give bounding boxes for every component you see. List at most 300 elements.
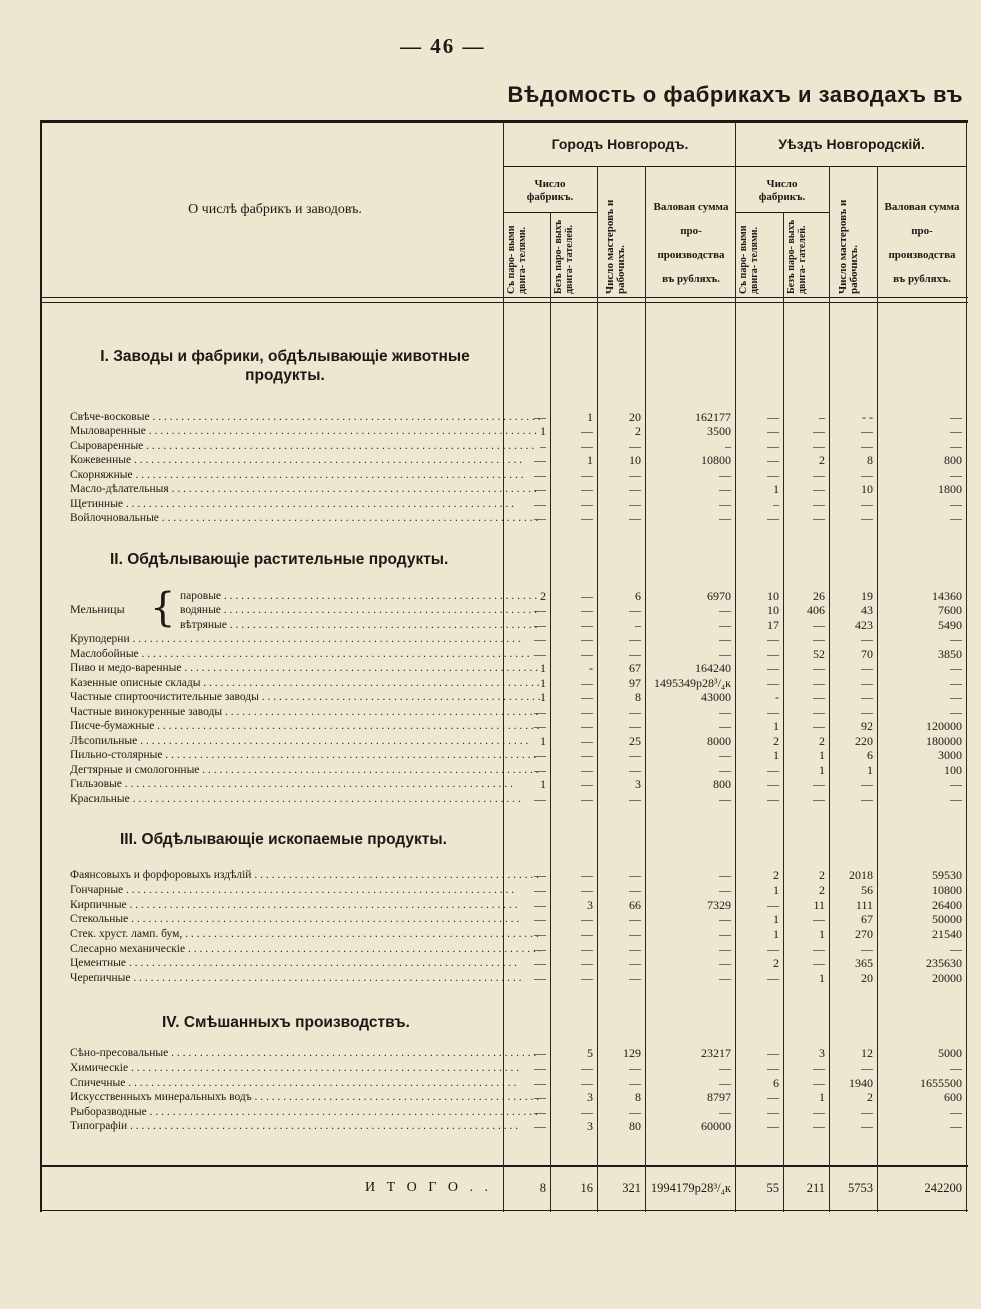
table-row bbox=[40, 956, 968, 970]
row-label: Гильзовые . . . bbox=[70, 777, 540, 791]
cell-col-8: — bbox=[950, 468, 962, 482]
cell-col-1: — bbox=[534, 1105, 546, 1119]
cell-col-5: — bbox=[767, 942, 779, 956]
cell-col-7: 111 bbox=[855, 898, 873, 912]
cell-col-6: — bbox=[813, 912, 825, 926]
cell-col-7: — bbox=[861, 632, 873, 646]
row-label: Частные винокуренные заводы . . . bbox=[70, 705, 540, 719]
cell-col-8: 5490 bbox=[938, 618, 962, 632]
cell-col-8: — bbox=[950, 424, 962, 438]
cell-col-4: — bbox=[719, 868, 731, 882]
row-label: Мыловаренные . . . bbox=[70, 424, 540, 438]
cell-col-2: — bbox=[581, 792, 593, 806]
cell-col-1: 1 bbox=[540, 734, 546, 748]
cell-col-2: — bbox=[581, 763, 593, 777]
cell-col-8: — bbox=[950, 511, 962, 525]
cell-col-7: 1940 bbox=[849, 1076, 873, 1090]
brace-symbol: { bbox=[150, 585, 176, 631]
table-row bbox=[40, 632, 968, 646]
cell-col-5: 2 bbox=[773, 868, 779, 882]
section-title-3: III. Обдѣлывающіе ископаемые продукты. bbox=[120, 831, 447, 848]
cell-col-6: — bbox=[813, 632, 825, 646]
table-row bbox=[40, 763, 968, 777]
cell-col-2: — bbox=[581, 912, 593, 926]
cell-col-5: — bbox=[767, 410, 779, 424]
table-row bbox=[40, 497, 968, 511]
cell-col-3: — bbox=[629, 1105, 641, 1119]
cell-col-4: 162177 bbox=[695, 410, 731, 424]
cell-col-3: 8 bbox=[635, 690, 641, 704]
table-row bbox=[40, 792, 968, 806]
cell-col-5: — bbox=[767, 971, 779, 985]
cell-col-8: 10800 bbox=[932, 883, 962, 897]
cell-col-7: — bbox=[861, 439, 873, 453]
row-label: вѣтряные . . . bbox=[180, 618, 540, 632]
cell-col-1: — bbox=[534, 647, 546, 661]
cell-col-7: — bbox=[861, 792, 873, 806]
cell-col-5: 1 bbox=[773, 927, 779, 941]
table-row bbox=[40, 661, 968, 675]
row-label: Стекольные . . . bbox=[70, 912, 540, 926]
cell-col-8: 21540 bbox=[932, 927, 962, 941]
table-row bbox=[40, 603, 968, 617]
cell-col-2: — bbox=[581, 971, 593, 985]
cell-col-3: — bbox=[629, 942, 641, 956]
cell-col-2: 3 bbox=[587, 1090, 593, 1104]
cell-col-8: 180000 bbox=[926, 734, 962, 748]
cell-col-2: — bbox=[581, 632, 593, 646]
cell-col-7: — bbox=[861, 511, 873, 525]
cell-col-3: — bbox=[629, 439, 641, 453]
cell-col-2: 3 bbox=[587, 898, 593, 912]
table-row bbox=[40, 647, 968, 661]
cell-col-2: — bbox=[581, 734, 593, 748]
row-label: Кирпичные . . . bbox=[70, 898, 540, 912]
cell-col-1: — bbox=[534, 792, 546, 806]
cell-col-4: 6970 bbox=[707, 589, 731, 603]
cell-col-4: — bbox=[719, 647, 731, 661]
cell-col-8: 50000 bbox=[932, 912, 962, 926]
cell-col-8: — bbox=[950, 676, 962, 690]
factory-count-header: Число фабрикъ. bbox=[526, 178, 574, 203]
row-label: Пильно-столярные . . . bbox=[70, 748, 540, 762]
workers-header-district: Число мастеровъ и рабочихъ. bbox=[837, 199, 860, 294]
cell-col-8: 242200 bbox=[924, 1181, 962, 1195]
cell-col-3: 2 bbox=[635, 424, 641, 438]
table-row bbox=[40, 868, 968, 882]
cell-col-2: — bbox=[581, 468, 593, 482]
cell-col-6: – bbox=[819, 410, 825, 424]
cell-col-6: — bbox=[813, 468, 825, 482]
cell-col-8: 1800 bbox=[938, 482, 962, 496]
cell-col-1: — bbox=[534, 868, 546, 882]
cell-col-4: 60000 bbox=[701, 1119, 731, 1133]
without-steam-header-district: Безъ паро- выхъ двига- гателей. bbox=[786, 219, 808, 294]
with-steam-header: Съ паро- выми двига- телями. bbox=[506, 225, 528, 294]
cell-col-5: — bbox=[767, 511, 779, 525]
cell-col-1: — bbox=[534, 618, 546, 632]
cell-col-3: — bbox=[629, 748, 641, 762]
cell-col-2: - bbox=[589, 661, 593, 675]
cell-col-7: 5753 bbox=[848, 1181, 873, 1195]
section-title-1: I. Заводы и фабрики, обдѣлывающіе животные продукты. bbox=[100, 348, 470, 384]
cell-col-1: — bbox=[534, 971, 546, 985]
row-label: Масло-дѣлательныя . . . bbox=[70, 482, 540, 496]
workers-header: Число мастеровъ и рабочихъ. bbox=[604, 199, 627, 294]
cell-col-8: 3000 bbox=[938, 748, 962, 762]
subgroup-rule-district bbox=[735, 212, 829, 213]
cell-col-6: 1 bbox=[819, 971, 825, 985]
cell-col-4: — bbox=[719, 632, 731, 646]
cell-col-4: — bbox=[719, 927, 731, 941]
cell-col-1: — bbox=[534, 898, 546, 912]
cell-col-2: — bbox=[581, 511, 593, 525]
cell-col-4: — bbox=[719, 1076, 731, 1090]
row-label: Искусственныхъ минеральныхъ водъ . . . bbox=[70, 1090, 540, 1104]
cell-col-8: 800 bbox=[944, 453, 962, 467]
cell-col-7: — bbox=[861, 942, 873, 956]
cell-col-7: 56 bbox=[861, 883, 873, 897]
cell-col-3: — bbox=[629, 482, 641, 496]
cell-col-5: 1 bbox=[773, 748, 779, 762]
cell-col-5: 1 bbox=[773, 912, 779, 926]
cell-col-3: 321 bbox=[622, 1181, 641, 1195]
cell-col-4: 7329 bbox=[707, 898, 731, 912]
cell-col-7: 365 bbox=[855, 956, 873, 970]
cell-col-8: 1655500 bbox=[920, 1076, 962, 1090]
cell-col-3: — bbox=[629, 792, 641, 806]
cell-col-2: — bbox=[581, 497, 593, 511]
table-row bbox=[40, 971, 968, 985]
cell-col-2: 1 bbox=[587, 410, 593, 424]
cell-col-1: — bbox=[534, 748, 546, 762]
cell-col-6: — bbox=[813, 1119, 825, 1133]
cell-col-3: — bbox=[629, 719, 641, 733]
cell-col-3: — bbox=[629, 603, 641, 617]
table-row bbox=[40, 690, 968, 704]
cell-col-3: 10 bbox=[629, 453, 641, 467]
row-label: Щетинные . . . bbox=[70, 497, 540, 511]
cell-col-7: 423 bbox=[855, 618, 873, 632]
cell-col-2: — bbox=[581, 589, 593, 603]
cell-col-5: - bbox=[775, 690, 779, 704]
cell-col-1: — bbox=[534, 511, 546, 525]
cell-col-2: 16 bbox=[580, 1181, 593, 1195]
row-label: Рыбоpазводные . . . bbox=[70, 1105, 540, 1119]
cell-col-3: — bbox=[629, 956, 641, 970]
cell-col-2: — bbox=[581, 1061, 593, 1075]
cell-col-7: — bbox=[861, 1061, 873, 1075]
cell-col-6: 1 bbox=[819, 927, 825, 941]
table-row bbox=[40, 511, 968, 525]
cell-col-6: — bbox=[813, 482, 825, 496]
cell-col-7: — bbox=[861, 661, 873, 675]
table-row bbox=[40, 618, 968, 632]
cell-col-5: — bbox=[767, 439, 779, 453]
cell-col-5: — bbox=[767, 453, 779, 467]
cell-col-4: — bbox=[719, 719, 731, 733]
cell-col-8: 120000 bbox=[926, 719, 962, 733]
cell-col-6: — bbox=[813, 705, 825, 719]
cell-col-3: 129 bbox=[623, 1046, 641, 1060]
cell-col-1: 8 bbox=[539, 1181, 546, 1195]
cell-col-6: — bbox=[813, 439, 825, 453]
cell-col-3: — bbox=[629, 883, 641, 897]
cell-col-6: — bbox=[813, 1061, 825, 1075]
cell-col-7: — bbox=[861, 1105, 873, 1119]
cell-col-1: — bbox=[534, 883, 546, 897]
cell-col-5: — bbox=[767, 1105, 779, 1119]
cell-col-1: — bbox=[534, 763, 546, 777]
cell-col-7: 20 bbox=[861, 971, 873, 985]
cell-col-6: — bbox=[813, 618, 825, 632]
cell-col-7: 2018 bbox=[849, 868, 873, 882]
city-header: Городъ Новгородъ. bbox=[551, 136, 689, 152]
cell-col-7: 70 bbox=[861, 647, 873, 661]
cell-col-6: 3 bbox=[819, 1046, 825, 1060]
cell-col-5: — bbox=[767, 676, 779, 690]
cell-col-1: 2 bbox=[540, 589, 546, 603]
cell-col-8: 5000 bbox=[938, 1046, 962, 1060]
section-title-2: II. Обдѣлывающіе растительные продукты. bbox=[110, 551, 449, 568]
cell-col-3: — bbox=[629, 1061, 641, 1075]
cell-col-2: 5 bbox=[587, 1046, 593, 1060]
cell-col-3: 8 bbox=[635, 1090, 641, 1104]
without-steam-header: Безъ паро- выхъ двига- тателей. bbox=[553, 219, 575, 294]
cell-col-8: — bbox=[950, 661, 962, 675]
row-label: водяные . . . bbox=[180, 603, 540, 617]
cell-col-5: 6 bbox=[773, 1076, 779, 1090]
cell-col-7: 92 bbox=[861, 719, 873, 733]
row-label: Стек. хруст. ламп. бум, . . . bbox=[70, 927, 540, 941]
cell-col-4: 1994179р28³/₄к bbox=[650, 1181, 731, 1195]
cell-col-3: 80 bbox=[629, 1119, 641, 1133]
cell-col-1: — bbox=[534, 632, 546, 646]
row-label: Химическіе . . . bbox=[70, 1061, 540, 1075]
cell-col-8: — bbox=[950, 690, 962, 704]
cell-col-2: — bbox=[581, 719, 593, 733]
cell-col-2: 1 bbox=[587, 453, 593, 467]
cell-col-7: — bbox=[861, 676, 873, 690]
cell-col-2: 3 bbox=[587, 1119, 593, 1133]
row-label: Частные спиртоочистительные заводы . . . bbox=[70, 690, 540, 704]
cell-col-4: — bbox=[719, 912, 731, 926]
cell-col-4: 43000 bbox=[701, 690, 731, 704]
cell-col-6: 11 bbox=[813, 898, 825, 912]
cell-col-8: 3850 bbox=[938, 647, 962, 661]
cell-col-8: — bbox=[950, 439, 962, 453]
row-label: Маслобойные . . . bbox=[70, 647, 540, 661]
cell-col-3: — bbox=[629, 912, 641, 926]
cell-col-3: — bbox=[629, 632, 641, 646]
cell-col-4: 1495349р28³/₄к bbox=[654, 676, 731, 690]
cell-col-4: — bbox=[719, 468, 731, 482]
cell-col-4: 23217 bbox=[701, 1046, 731, 1060]
row-label: Пиво и медо-варенные . . . bbox=[70, 661, 540, 675]
cell-col-6: — bbox=[813, 1105, 825, 1119]
cell-col-5: — bbox=[767, 661, 779, 675]
row-label: Дегтярные и смологонные . . . bbox=[70, 763, 540, 777]
cell-col-2: — bbox=[581, 1076, 593, 1090]
cell-col-4: — bbox=[719, 792, 731, 806]
cell-col-4: — bbox=[719, 511, 731, 525]
cell-col-3: 66 bbox=[629, 898, 641, 912]
cell-col-7: - - bbox=[862, 410, 873, 424]
cell-col-7: 2 bbox=[867, 1090, 873, 1104]
cell-col-8: 100 bbox=[944, 763, 962, 777]
row-label: Сѣно-пресовальные . . . bbox=[70, 1046, 540, 1060]
cell-col-2: — bbox=[581, 603, 593, 617]
cell-col-8: 600 bbox=[944, 1090, 962, 1104]
cell-col-5: — bbox=[767, 632, 779, 646]
cell-col-5: 2 bbox=[773, 956, 779, 970]
total-label: И Т О Г О . . bbox=[365, 1181, 492, 1195]
cell-col-1: — bbox=[534, 453, 546, 467]
table-row bbox=[40, 1105, 968, 1119]
cell-col-3: 20 bbox=[629, 410, 641, 424]
table-row bbox=[40, 912, 968, 926]
table-row bbox=[40, 676, 968, 690]
cell-col-1: – bbox=[540, 439, 546, 453]
cell-col-6: — bbox=[813, 956, 825, 970]
cell-col-6: — bbox=[813, 424, 825, 438]
cell-col-8: 20000 bbox=[932, 971, 962, 985]
cell-col-2: — bbox=[581, 647, 593, 661]
cell-col-8: 7600 bbox=[938, 603, 962, 617]
row-label: Красильные . . . bbox=[70, 792, 540, 806]
row-label: Лѣсопильные . . . bbox=[70, 734, 540, 748]
cell-col-7: 19 bbox=[861, 589, 873, 603]
cell-col-6: — bbox=[813, 792, 825, 806]
row-label: Фаянсовыхъ и форфоровыхъ издѣлій . . . bbox=[70, 868, 540, 882]
cell-col-5: — bbox=[767, 777, 779, 791]
cell-col-1: — bbox=[534, 468, 546, 482]
table-row bbox=[40, 482, 968, 496]
cell-col-8: — bbox=[950, 942, 962, 956]
cell-col-5: 1 bbox=[773, 883, 779, 897]
mills-label: Мельницы bbox=[70, 602, 125, 616]
cell-col-1: — bbox=[534, 705, 546, 719]
cell-col-1: — bbox=[534, 497, 546, 511]
cell-col-6: 1 bbox=[819, 748, 825, 762]
cell-col-6: 1 bbox=[819, 763, 825, 777]
cell-col-7: — bbox=[861, 468, 873, 482]
row-label: Гончарные . . . bbox=[70, 883, 540, 897]
cell-col-8: 14360 bbox=[932, 589, 962, 603]
cell-col-4: — bbox=[719, 1061, 731, 1075]
page-number: — 46 — bbox=[400, 34, 486, 58]
cell-col-3: 3 bbox=[635, 777, 641, 791]
cell-col-1: 1 bbox=[540, 676, 546, 690]
cell-col-7: 6 bbox=[867, 748, 873, 762]
table-row bbox=[40, 719, 968, 733]
table-row bbox=[40, 883, 968, 897]
cell-col-1: — bbox=[534, 410, 546, 424]
cell-col-3: 97 bbox=[629, 676, 641, 690]
row-label: Круподерни . . . bbox=[70, 632, 540, 646]
cell-col-8: 26400 bbox=[932, 898, 962, 912]
cell-col-8: — bbox=[950, 497, 962, 511]
table-row bbox=[40, 777, 968, 791]
cell-col-4: 8797 bbox=[707, 1090, 731, 1104]
cell-col-4: — bbox=[719, 603, 731, 617]
cell-col-1: — bbox=[534, 912, 546, 926]
cell-col-4: 3500 bbox=[707, 424, 731, 438]
cell-col-7: — bbox=[861, 497, 873, 511]
cell-col-2: — bbox=[581, 868, 593, 882]
cell-col-1: — bbox=[534, 719, 546, 733]
cell-col-5: — bbox=[767, 647, 779, 661]
cell-col-6: — bbox=[813, 1076, 825, 1090]
cell-col-5: — bbox=[767, 424, 779, 438]
cell-col-8: — bbox=[950, 1105, 962, 1119]
table-row bbox=[40, 1076, 968, 1090]
cell-col-8: — bbox=[950, 705, 962, 719]
cell-col-3: — bbox=[629, 763, 641, 777]
cell-col-1: — bbox=[534, 1076, 546, 1090]
table-row bbox=[40, 468, 968, 482]
table-row bbox=[40, 410, 968, 424]
section-title-4: IV. Смѣшанныхъ производствъ. bbox=[162, 1014, 410, 1031]
cell-col-7: 1 bbox=[867, 763, 873, 777]
cell-col-2: — bbox=[581, 927, 593, 941]
cell-col-1: — bbox=[534, 1090, 546, 1104]
cell-col-1: — bbox=[534, 942, 546, 956]
cell-col-6: 2 bbox=[819, 883, 825, 897]
cell-col-6: — bbox=[813, 719, 825, 733]
row-label: Писче-бумажные . . . bbox=[70, 719, 540, 733]
table-row bbox=[40, 748, 968, 762]
cell-col-5: – bbox=[773, 497, 779, 511]
row-label: Казенные описные склады . . . bbox=[70, 676, 540, 690]
stub-header: О числѣ фабрикъ и заводовъ. bbox=[188, 202, 362, 217]
row-label: Черепичные . . . bbox=[70, 971, 540, 985]
table-row bbox=[40, 1119, 968, 1133]
cell-col-3: — bbox=[629, 468, 641, 482]
table-row bbox=[40, 705, 968, 719]
cell-col-5: — bbox=[767, 1046, 779, 1060]
cell-col-5: 1 bbox=[773, 719, 779, 733]
cell-col-3: — bbox=[629, 927, 641, 941]
cell-col-7: — bbox=[861, 690, 873, 704]
cell-col-5: — bbox=[767, 705, 779, 719]
cell-col-4: 164240 bbox=[695, 661, 731, 675]
cell-col-6: — bbox=[813, 676, 825, 690]
cell-col-1: 1 bbox=[540, 424, 546, 438]
cell-col-6: — bbox=[813, 497, 825, 511]
cell-col-4: — bbox=[719, 956, 731, 970]
cell-col-6: 2 bbox=[819, 734, 825, 748]
cell-col-4: — bbox=[719, 1105, 731, 1119]
cell-col-7: 67 bbox=[861, 912, 873, 926]
cell-col-1: — bbox=[534, 1061, 546, 1075]
cell-col-2: — bbox=[581, 676, 593, 690]
gross-sum-header-district: Валовая сумма про- производства въ рубляхъ. bbox=[884, 201, 960, 285]
cell-col-2: — bbox=[581, 777, 593, 791]
cell-col-7: — bbox=[861, 1119, 873, 1133]
cell-col-1: 1 bbox=[540, 690, 546, 704]
cell-col-5: — bbox=[767, 792, 779, 806]
cell-col-1: — bbox=[534, 1046, 546, 1060]
cell-col-7: 10 bbox=[861, 482, 873, 496]
table-row bbox=[40, 589, 968, 603]
cell-col-4: — bbox=[719, 748, 731, 762]
cell-col-8: 235630 bbox=[926, 956, 962, 970]
cell-col-7: — bbox=[861, 777, 873, 791]
cell-col-4: — bbox=[719, 618, 731, 632]
cell-col-1: — bbox=[534, 1119, 546, 1133]
row-label: Слесарно механическіе . . . bbox=[70, 942, 540, 956]
